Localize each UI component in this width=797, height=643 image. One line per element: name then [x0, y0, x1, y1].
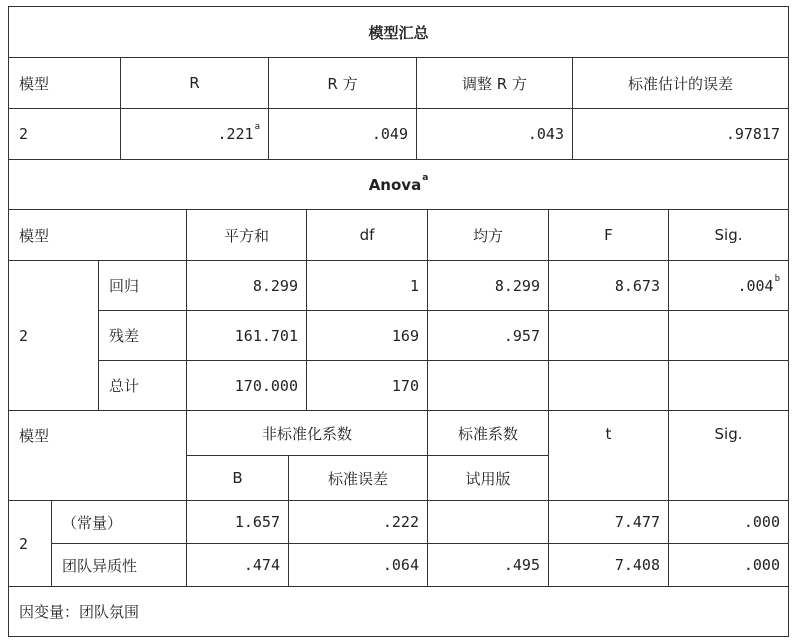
coef-cell-sig: .000 [669, 544, 788, 587]
coef-header-standardized: 标准系数 [428, 411, 549, 456]
anova-cell-ss: 170.000 [187, 361, 307, 411]
anova-header-mean-square: 均方 [428, 210, 549, 261]
coef-cell-b: 1.657 [187, 501, 289, 544]
anova-sig-footnote-mark: b [774, 273, 780, 284]
coef-cell-t: 7.408 [549, 544, 669, 587]
anova-cell-empty [549, 361, 669, 411]
anova-cell-df: 169 [307, 311, 428, 361]
anova-cell-ss: 8.299 [187, 261, 307, 311]
anova-footnote-mark: a [422, 172, 429, 183]
regression-output-table [8, 6, 789, 637]
coef-cell-t: 7.477 [549, 501, 669, 544]
anova-cell-empty [428, 361, 549, 411]
anova-model-number: 2 [9, 261, 99, 411]
coef-cell-std-error: .222 [289, 501, 428, 544]
ms-row-r: .221 $^a$ [121, 109, 269, 160]
coef-row-label: （常量） [52, 501, 187, 544]
anova-title: Anova $^a$ [9, 160, 788, 210]
ms-row-std-error: .97817 [573, 109, 788, 160]
coef-cell-std-error: .064 [289, 544, 428, 587]
dependent-variable-note: 因变量：团队氛围 [19, 603, 140, 621]
anova-cell-empty [669, 311, 788, 361]
anova-cell-empty [549, 311, 669, 361]
ms-r-footnote-mark: a [254, 122, 260, 132]
coef-header-t: t [549, 411, 669, 501]
ms-row-model: 2 [9, 109, 121, 160]
coef-header-model: 模型 [9, 411, 187, 501]
anova-row-label: 回归 [99, 261, 187, 311]
ms-header-adj-r-square: 调整 R 方 [417, 58, 573, 109]
anova-row-label: 总计 [99, 361, 187, 411]
coef-model-number: 2 [9, 501, 52, 587]
ms-header-model: 模型 [9, 58, 121, 109]
anova-cell-df: 170 [307, 361, 428, 411]
coef-header-beta: 试用版 [428, 456, 549, 501]
anova-cell-df: 1 [307, 261, 428, 311]
coef-header-std-error: 标准误差 [289, 456, 428, 501]
ms-header-r-square: R 方 [269, 58, 417, 109]
coef-cell-beta: .495 [428, 544, 549, 587]
anova-row-label: 残差 [99, 311, 187, 361]
anova-header-model: 模型 [9, 210, 187, 261]
coef-header-b: B [187, 456, 289, 501]
anova-cell-empty [669, 361, 788, 411]
coef-cell-sig: .000 [669, 501, 788, 544]
anova-cell-ms: .957 [428, 311, 549, 361]
coef-row-label: 团队异质性 [52, 544, 187, 587]
model-summary-title: 模型汇总 [9, 7, 788, 58]
anova-header-f: F [549, 210, 669, 261]
anova-header-sum-squares: 平方和 [187, 210, 307, 261]
anova-header-sig: Sig. [669, 210, 788, 261]
ms-row-adj-r-square: .043 [417, 109, 573, 160]
coef-header-sig: Sig. [669, 411, 788, 501]
anova-cell-ss: 161.701 [187, 311, 307, 361]
anova-cell-f: 8.673 [549, 261, 669, 311]
coef-cell-b: .474 [187, 544, 289, 587]
anova-cell-ms: 8.299 [428, 261, 549, 311]
coef-header-unstandardized: 非标准化系数 [187, 411, 428, 456]
ms-row-r-square: .049 [269, 109, 417, 160]
ms-header-r: R [121, 58, 269, 109]
anova-cell-sig: .004 $^b$ [669, 261, 788, 311]
ms-header-std-error: 标准估计的误差 [573, 58, 788, 109]
anova-header-df: df [307, 210, 428, 261]
coef-cell-beta [428, 501, 549, 544]
